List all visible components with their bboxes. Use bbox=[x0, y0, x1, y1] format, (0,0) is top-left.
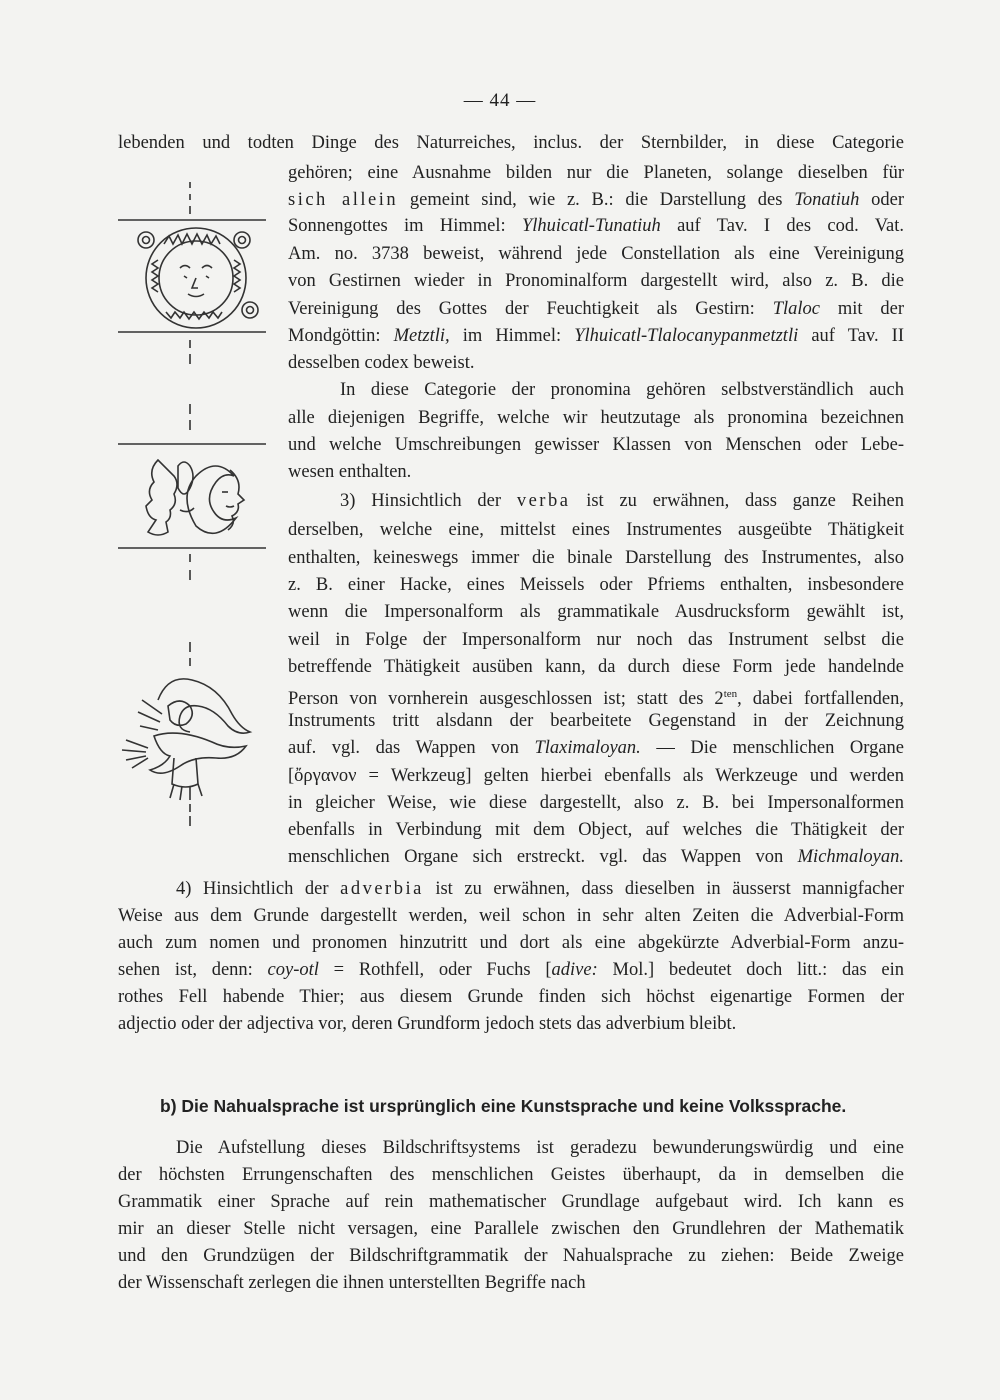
text-line: Grammatik einer Sprache auf rein mathematischer Grundlage aufgebaut wird. Ich kann es bbox=[118, 1192, 904, 1212]
text-line: Person von vornherein ausgeschlossen ist; statt des $2^{ten}$, dabei fortfallenden, bbox=[288, 688, 904, 710]
text-line: lebenden und todten Dinge des Naturreiches, inclus. der Sternbilder, in diese Categorie bbox=[118, 133, 904, 153]
sun-god-glyph-illustration bbox=[118, 180, 268, 370]
text-line: von Gestirnen wieder in Pronominalform dargestellt wird, also z. B. die bbox=[288, 271, 904, 291]
tlaloc-metztli-glyph-illustration bbox=[118, 400, 268, 590]
text-line: in gleicher Weise, wie diese dargestellt, also z. B. bei Impersonalformen bbox=[288, 793, 904, 813]
text-line: wenn die Impersonalform als grammatikale Ausdrucksform gewählt ist, bbox=[288, 602, 904, 622]
text-line: auf. vgl. das Wappen von Tlaximaloyan. — Die menschlichen Organe bbox=[288, 738, 904, 758]
text-line: Instruments tritt alsdann der bearbeitete Gegenstand in der Zeichnung bbox=[288, 711, 904, 731]
text-line: 4) Hinsichtlich der adverbia ist zu erwähnen, dass dieselben in äusserst mannigfacher bbox=[176, 879, 904, 899]
text-line: der höchsten Errungenschaften des menschlichen Geistes überhaupt, da in demselben die bbox=[118, 1165, 904, 1185]
text-line: menschlichen Organe sich erstreckt. vgl. das Wappen von Michmaloyan. bbox=[288, 847, 904, 867]
text-line: z. B. einer Hacke, eines Meissels oder Pfriems enthalten, insbesondere bbox=[288, 575, 904, 595]
text-line: betreffende Thätigkeit ausüben kann, da durch diese Form jede handelnde bbox=[288, 657, 904, 677]
text-line: Sonnengottes im Himmel: Ylhuicatl-Tunatiuh auf Tav. I des cod. Vat. bbox=[288, 216, 904, 236]
text-line: und welche Umschreibungen gewisser Klassen von Menschen oder Lebe- bbox=[288, 435, 904, 455]
text-line: sich allein gemeint sind, wie z. B.: die Darstellung des Tonatiuh oder bbox=[288, 190, 904, 210]
page-number: — 44 — bbox=[463, 90, 537, 111]
section-heading: b) Die Nahualsprache ist ursprünglich eine Kunstsprache und keine Volkssprache. bbox=[160, 1096, 847, 1116]
text-line: auch zum nomen und pronomen hinzutritt und dort als eine abgekürzte Adverbial-Form anzu- bbox=[118, 933, 904, 953]
text-line: gehören; eine Ausnahme bilden nur die Planeten, solange dieselben für bbox=[288, 163, 904, 183]
text-line: der Wissenschaft zerlegen die ihnen unterstellten Begriffe nach bbox=[118, 1273, 586, 1293]
text-line: Am. no. 3738 beweist, während jede Constellation als eine Vereinigung bbox=[288, 244, 904, 264]
text-line: Die Aufstellung dieses Bildschriftsystems ist geradezu bewunderungswürdig und eine bbox=[176, 1138, 904, 1158]
text-line: adjectio oder der adjectiva vor, deren Grundform jedoch stets das adverbium bleibt. bbox=[118, 1014, 737, 1034]
text-line: Vereinigung des Gottes der Feuchtigkeit als Gestirn: Tlaloc mit der bbox=[288, 299, 904, 319]
text-line: Weise aus dem Grunde dargestellt werden, weil schon in sehr alten Zeiten die Adverbial-Form bbox=[118, 906, 904, 926]
wappen-glyph-illustration bbox=[118, 640, 268, 830]
text-line: enthalten, keineswegs immer die binale Darstellung des Instrumentes, also bbox=[288, 548, 904, 568]
text-line: desselben codex beweist. bbox=[288, 353, 475, 373]
text-line: 3) Hinsichtlich der verba ist zu erwähnen, dass ganze Reihen bbox=[340, 491, 904, 511]
text-line: alle diejenigen Begriffe, welche wir heutzutage als pronomina bezeichnen bbox=[288, 408, 904, 428]
text-line: und den Grundzügen der Bildschriftgrammatik der Nahualsprache zu ziehen: Beide Zweige bbox=[118, 1246, 904, 1266]
text-line: derselben, welche eine, mittelst eines Instrumentes ausgeübte Thätigkeit bbox=[288, 520, 904, 540]
text-line: mir an dieser Stelle nicht versagen, eine Parallele zwischen den Grundlehren der Mathematik bbox=[118, 1219, 904, 1239]
text-line: sehen ist, denn: coy-otl = Rothfell, oder Fuchs [adive: Mol.] bedeutet doch litt.: das ein bbox=[118, 960, 904, 980]
text-line: ebenfalls in Verbindung mit dem Object, auf welches die Thätigkeit der bbox=[288, 820, 904, 840]
text-line: Mondgöttin: Metztli, im Himmel: Ylhuicatl-Tlalocanypanmetztli auf Tav. II bbox=[288, 326, 904, 346]
text-line: wesen enthalten. bbox=[288, 462, 412, 482]
text-line: [ὄργανον = Werkzeug] gelten hierbei ebenfalls als Werkzeuge und werden bbox=[288, 766, 904, 786]
text-line: rothes Fell habende Thier; aus diesem Grunde finden sich höchst eigenartige Formen der bbox=[118, 987, 904, 1007]
text-line: In diese Categorie der pronomina gehören selbstverständlich auch bbox=[340, 380, 904, 400]
text-line: weil in Folge der Impersonalform nur noch das Instrument selbst die bbox=[288, 630, 904, 650]
